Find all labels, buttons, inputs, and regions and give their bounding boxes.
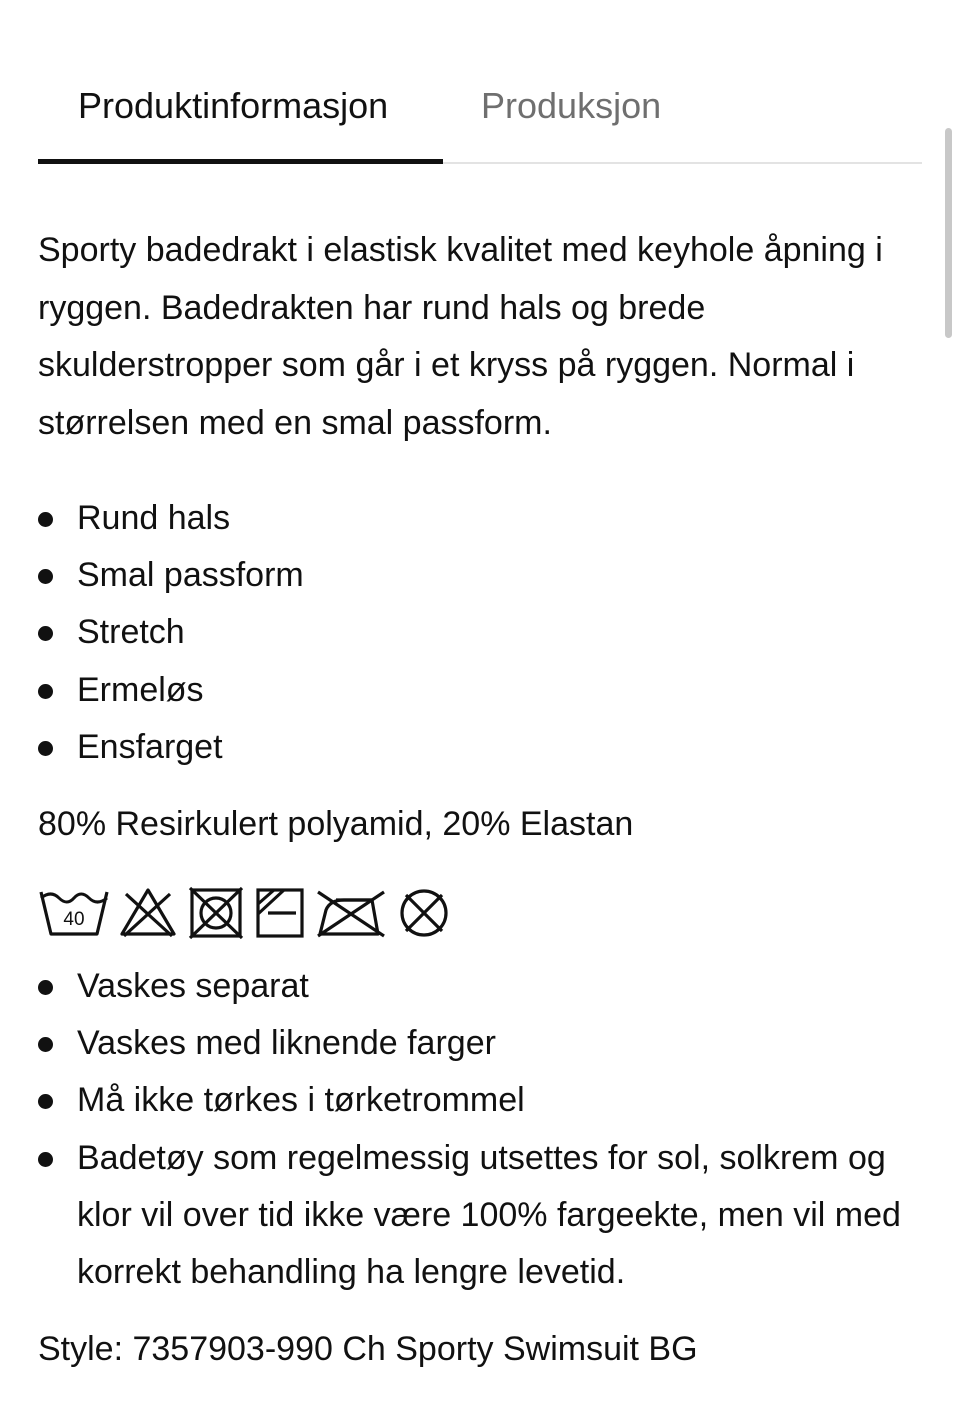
wash-40-icon (38, 884, 110, 940)
bullet-icon (38, 512, 53, 527)
care-instructions-list (38, 958, 918, 1301)
list-item (38, 662, 918, 719)
list-item (38, 1072, 918, 1129)
feature-label: Stretch (77, 613, 185, 652)
list-item (38, 547, 918, 604)
bullet-icon (38, 1152, 53, 1167)
no-tumble-dry-icon (186, 884, 246, 940)
bullet-icon (38, 1037, 53, 1052)
material-composition: 80% Resirkulert polyamid, 20% Elastan (38, 805, 634, 843)
no-dry-clean-icon (394, 884, 454, 940)
list-item (38, 1015, 918, 1072)
bullet-icon (38, 1094, 53, 1109)
list-item (38, 490, 918, 547)
list-item (38, 719, 918, 776)
product-description: Sporty badedrakt i elastisk kvalitet med keyhole åpning i ryggen. Badedrakten har rund hals og brede skulderstropper som går i et kryss på ryggen. Normal i størrelsen med en smal passform. (38, 231, 883, 442)
no-ironing-icon (314, 884, 388, 940)
tab-bar (38, 80, 922, 164)
bullet-icon (38, 684, 53, 699)
care-instruction: Vaskes separat (77, 967, 309, 1005)
bullet-icon (38, 569, 53, 584)
bullet-icon (38, 980, 53, 995)
care-instruction: Vaskes med liknende farger (77, 1024, 496, 1063)
list-item (38, 604, 918, 661)
care-instruction: Badetøy som regelmessig utsettes for sol, solkrem og klor vil over tid ikke være 100% fargeekte, men vil med korrekt behandling ha lengre levetid. (77, 1138, 901, 1292)
bullet-icon (38, 626, 53, 641)
care-instruction: Må ikke tørkes i tørketrommel (77, 1081, 525, 1120)
bullet-icon (38, 741, 53, 756)
active-tab-indicator (38, 159, 443, 164)
feature-label: Rund hals (77, 499, 231, 537)
list-item (38, 958, 918, 1015)
scrollbar[interactable] (945, 128, 952, 338)
feature-label: Ensfarget (77, 727, 223, 766)
tab-produktinformasjon[interactable]: Produktinformasjon (78, 85, 389, 126)
no-bleach-icon (118, 884, 178, 940)
tab-produksjon[interactable]: Produksjon (481, 85, 662, 126)
feature-label: Smal passform (77, 556, 304, 595)
wash-temperature: 40 (63, 909, 85, 930)
dry-flat-in-shade-icon (254, 884, 306, 940)
feature-label: Ermeløs (77, 670, 204, 709)
care-symbols (38, 884, 458, 940)
style-number: Style: 7357903-990 Ch Sporty Swimsuit BG (38, 1330, 698, 1368)
list-item (38, 1130, 918, 1302)
feature-list (38, 490, 918, 776)
